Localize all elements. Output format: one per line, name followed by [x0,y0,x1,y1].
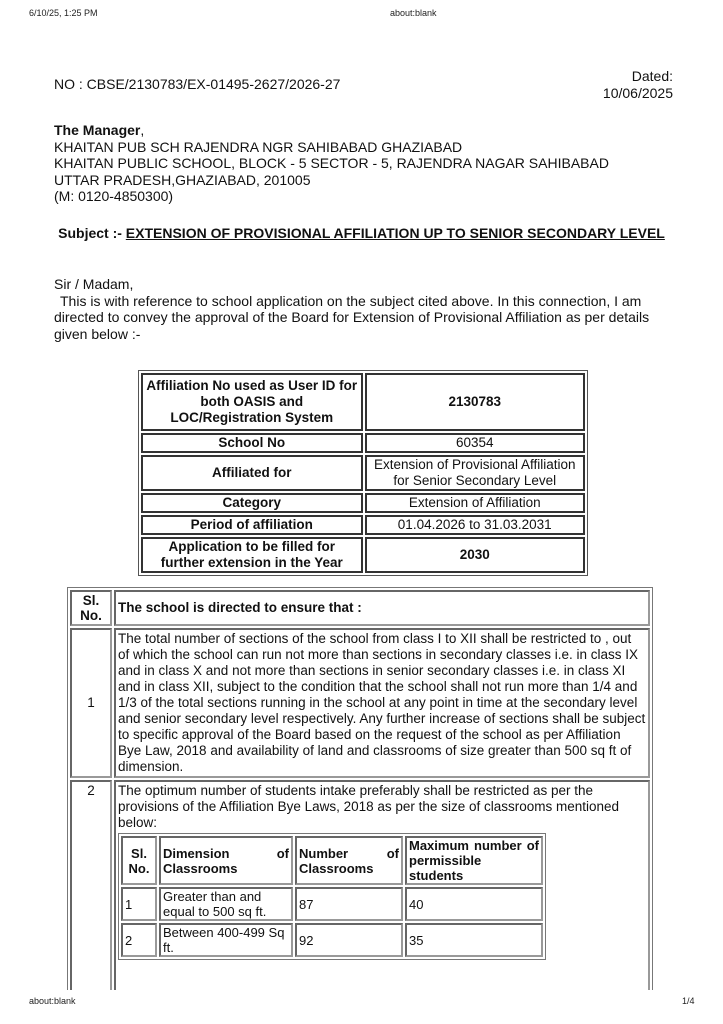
row-key: Affiliation No used as User ID for both OASIS and LOC/Registration System [141,373,363,431]
print-page-number: 1/4 [682,996,695,1006]
cell-sl: 1 [121,887,157,921]
address-line: UTTAR PRADESH,GHAZIABAD, 201005 [54,171,311,188]
affiliation-period: 01.04.2026 to 31.03.2031 [365,515,586,535]
cell-max-students: 40 [405,887,543,921]
direction-sl: 1 [70,628,112,778]
address-line: KHAITAN PUB SCH RAJENDRA NGR SAHIBABAD GHAZIABAD [54,138,463,155]
cell-number: 87 [295,887,403,921]
affiliation-number: 2130783 [365,373,586,431]
print-footer-url: about:blank [29,996,76,1006]
direction-text: The optimum number of students intake preferably shall be restricted as per the provisions of the Affiliation Bye Laws, 2018 as per the size of classrooms mentioned below: [118,783,620,830]
intro-paragraph: This is with reference to school application on the subject cited above. In this connection, I am directed to convey the approval of the Board for Extension of Provisional Affiliation as per details given below :- [54,292,650,342]
row-key: Affiliated for [141,455,363,491]
classroom-header-row [121,836,543,885]
school-number: 60354 [365,433,586,453]
cell-dimension: Between 400-499 Sq ft. [159,923,293,957]
page-bottom-margin [0,990,723,1024]
subject-text: EXTENSION OF PROVISIONAL AFFILIATION UP TO SENIOR SECONDARY LEVEL [125,225,665,241]
direction-sl: 2 [70,780,112,993]
salutation: Sir / Madam, [54,276,134,292]
cell-dimension: Greater than and equal to 500 sq ft. [159,887,293,921]
col-sl-no: Sl. No. [121,836,157,885]
direction-cell [114,780,650,993]
col-number: Number of Classrooms [295,836,403,885]
category: Extension of Affiliation [365,493,586,513]
cell-number: 92 [295,923,403,957]
reference-number: NO : CBSE/2130783/EX-01495-2627/2026-27 [54,76,341,92]
table-row [141,455,585,491]
direction-text: The total number of sections of the school from class I to XII shall be restricted to , out of which the school can run not more than sections in secondary classes i.e. in class IX and in class X and not more than sections in senior secondary classes i.e. in class XI and in class XII, subject to the condition that the school shall not run more than 1/4 and 1/3 of the total sections running in the school at any point in time at the secondary level and senior secondary level respectively. Any further increase of sections shall be subject to specific approval of the Board based on the request of the school as per Affiliation Bye Law, 2018 and availability of land and classrooms of size greater than 500 sq ft of dimension. [114,628,650,778]
table-row [70,628,650,778]
addressee-block [54,122,609,205]
table-row [141,515,585,535]
table-header-row [70,590,650,626]
row-key: Application to be filled for further extension in the Year [141,537,363,573]
col-max-students: Maximum number of permissible students [405,836,543,885]
table-row [121,887,543,921]
print-datetime: 6/10/25, 1:25 PM [29,8,98,18]
table-row [141,493,585,513]
table-row [121,923,543,957]
col-dimension: Dimension of Classrooms [159,836,293,885]
row-key: Period of affiliation [141,515,363,535]
header-directions: The school is directed to ensure that : [114,590,650,626]
letter-body [54,276,674,342]
print-page-title: about:blank [390,8,437,18]
dated-value: 10/06/2025 [602,85,673,101]
cell-sl: 2 [121,923,157,957]
table-row [70,780,650,993]
subject-label: Subject :- [58,225,126,241]
row-key: School No [141,433,363,453]
classroom-table [118,833,546,960]
header-sl-no: Sl. No. [70,590,112,626]
row-key: Category [141,493,363,513]
address-line: KHAITAN PUBLIC SCHOOL, BLOCK - 5 SECTOR - 5, RAJENDRA NAGAR SAHIBABAD [54,155,609,171]
table-row [141,537,585,573]
affiliation-details-table [138,370,588,576]
dated-label: Dated: [631,68,673,84]
affiliated-for: Extension of Provisional Affiliation for Senior Secondary Level [365,455,586,491]
address-phone: (M: 0120-4850300) [54,188,174,204]
table-row [141,373,585,431]
addressee-title: The Manager [54,122,141,138]
subject-line [54,225,669,241]
date-block [603,68,673,102]
cell-max-students: 35 [405,923,543,957]
addressee-comma: , [140,122,145,138]
extension-year: 2030 [365,537,586,573]
directions-table [67,587,653,996]
table-row [141,433,585,453]
